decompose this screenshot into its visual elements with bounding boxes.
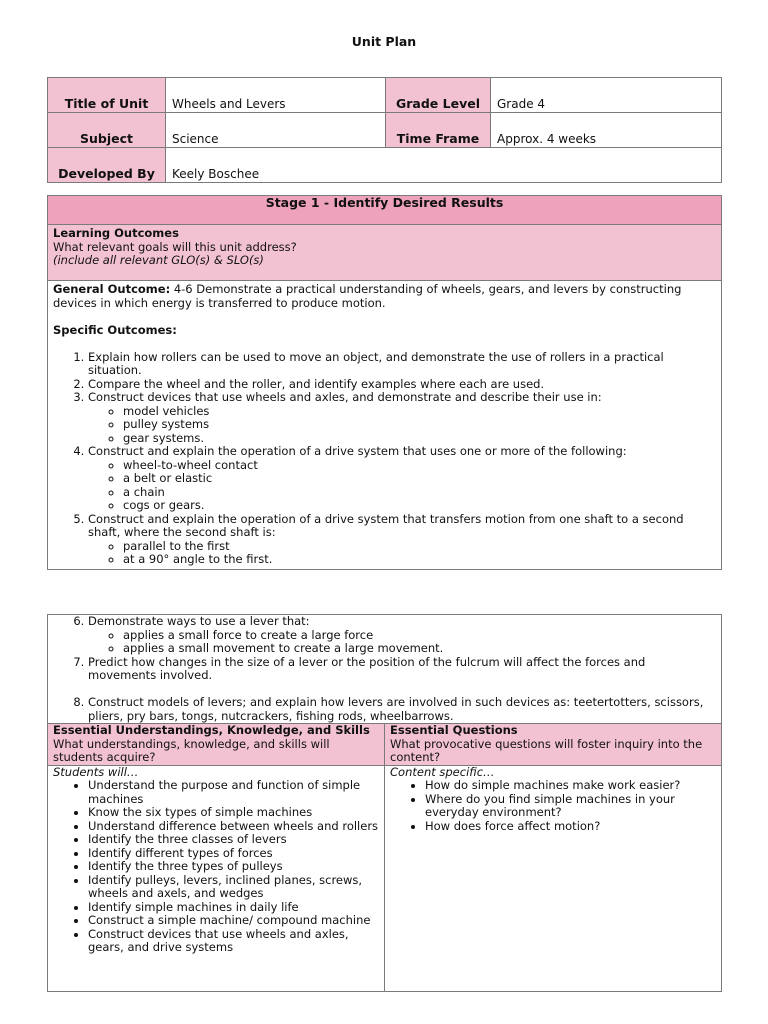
general-outcome	[53, 283, 716, 310]
time-frame-label: Time Frame	[386, 113, 491, 148]
stage1-heading: Stage 1 - Identify Desired Results	[48, 196, 722, 225]
page-title: Unit Plan	[351, 34, 417, 49]
outcome-5	[88, 513, 716, 567]
understandings-heading: Essential Understandings, Knowledge, and Skills	[53, 723, 370, 737]
stage1-table	[47, 195, 722, 570]
outcome-6-item: ◦ applies a small force to create a large force	[123, 629, 716, 643]
subject-value: Science	[166, 113, 386, 148]
outcome-2: 2. Compare the wheel and the roller, and identify examples where each are used.	[88, 378, 716, 392]
learning-outcomes-cell	[48, 225, 722, 281]
question-item: • How does force affect motion?	[425, 820, 716, 834]
grade-level-label: Grade Level	[386, 78, 491, 113]
outcome-4	[88, 445, 716, 513]
question-item: • How do simple machines make work easier?	[425, 779, 716, 793]
understanding-item: • Know the six types of simple machines	[88, 806, 379, 820]
understandings-body-cell	[48, 765, 385, 991]
questions-question: What provocative questions will foster inquiry into the content?	[390, 736, 703, 764]
title-of-unit-value: Wheels and Levers	[166, 78, 386, 113]
outcome-4-item: ◦ a belt or elastic	[123, 472, 716, 486]
general-outcome-label: General Outcome:	[53, 282, 171, 296]
outcome-3-item: ◦ model vehicles	[123, 405, 716, 419]
outcome-5-text: Construct and explain the operation of a drive system that transfers motion from one shaft to a second shaft, where the second shaft is:	[88, 511, 684, 539]
outcome-4-item: ◦ a chain	[123, 486, 716, 500]
outcomes-cell	[48, 281, 722, 570]
outcome-4-text: Construct and explain the operation of a drive system that uses one or more of the following:	[88, 444, 627, 458]
outcome-3	[88, 391, 716, 445]
understanding-item: • Identify pulleys, levers, inclined planes, screws, wheels and axels, and wedges	[88, 874, 379, 901]
outcome-8: 8. Construct models of levers; and explain how levers are involved in such devices as: teetertotters, scissors, pliers, pry bars, tongs, nutcrackers, fishing rods, wheelbarrows.	[88, 696, 716, 723]
understandings-list	[53, 779, 379, 955]
learning-outcomes-note: (include all relevant GLO(s) & SLO(s)	[53, 253, 264, 267]
developed-by-label: Developed By	[48, 148, 166, 183]
outcome-3-item: ◦ pulley systems	[123, 418, 716, 432]
understanding-item: • Construct devices that use wheels and axles, gears, and drive systems	[88, 928, 379, 955]
outcome-5-item: ◦ at a 90° angle to the first.	[123, 553, 716, 567]
questions-header-cell	[385, 724, 722, 766]
outcome-4-item: ◦ cogs or gears.	[123, 499, 716, 513]
understanding-item: • Construct a simple machine/ compound machine	[88, 914, 379, 928]
outcome-3-text: Construct devices that use wheels and axles, and demonstrate and describe their use in:	[88, 390, 602, 404]
specific-outcomes-label: Specific Outcomes:	[53, 322, 177, 337]
understanding-item: • Understand difference between wheels and rollers	[88, 820, 379, 834]
understandings-header-cell	[48, 724, 385, 766]
outcome-6-item: ◦ applies a small movement to create a large movement.	[123, 642, 716, 656]
subject-label: Subject	[48, 113, 166, 148]
time-frame-value: Approx. 4 weeks	[491, 113, 722, 148]
understanding-item: • Identify simple machines in daily life	[88, 901, 379, 915]
outcome-7: 7. Predict how changes in the size of a lever or the position of the fulcrum will affect the forces and movements involved.	[88, 656, 716, 683]
understanding-item: • Identify different types of forces	[88, 847, 379, 861]
understanding-item: • Identify the three types of pulleys	[88, 860, 379, 874]
outcome-3-item: ◦ gear systems.	[123, 432, 716, 446]
outcome-6	[88, 615, 716, 656]
questions-lead: Content specific…	[390, 764, 495, 779]
learning-outcomes-heading: Learning Outcomes	[53, 226, 179, 240]
understandings-lead: Students will…	[53, 764, 139, 779]
outcomes-continued-cell	[48, 615, 722, 724]
questions-heading: Essential Questions	[390, 723, 518, 737]
outcome-6-text: Demonstrate ways to use a lever that:	[88, 614, 310, 628]
questions-list	[390, 779, 716, 833]
continuation-table	[47, 614, 722, 992]
grade-level-value: Grade 4	[491, 78, 722, 113]
developed-by-value: Keely Boschee	[166, 148, 722, 183]
understandings-question: What understandings, knowledge, and skills will students acquire?	[53, 736, 330, 764]
specific-outcomes-list	[53, 351, 716, 567]
general-outcome-text: 4-6 Demonstrate a practical understanding of wheels, gears, and levers by constructing devices in which energy is transferred to produce motion.	[53, 282, 682, 310]
outcome-5-item: ◦ parallel to the first	[123, 540, 716, 554]
understanding-item: • Understand the purpose and function of simple machines	[88, 779, 379, 806]
title-of-unit-label: Title of Unit	[48, 78, 166, 113]
learning-outcomes-question: What relevant goals will this unit address?	[53, 239, 297, 254]
outcome-1: 1. Explain how rollers can be used to move an object, and demonstrate the use of rollers in a practical situation.	[88, 351, 716, 378]
questions-body-cell	[385, 765, 722, 991]
unit-header-table	[47, 77, 722, 183]
understanding-item: • Identify the three classes of levers	[88, 833, 379, 847]
specific-outcomes-list-continued	[53, 615, 716, 723]
outcome-4-item: ◦ wheel-to-wheel contact	[123, 459, 716, 473]
question-item: • Where do you find simple machines in your everyday environment?	[425, 793, 716, 820]
